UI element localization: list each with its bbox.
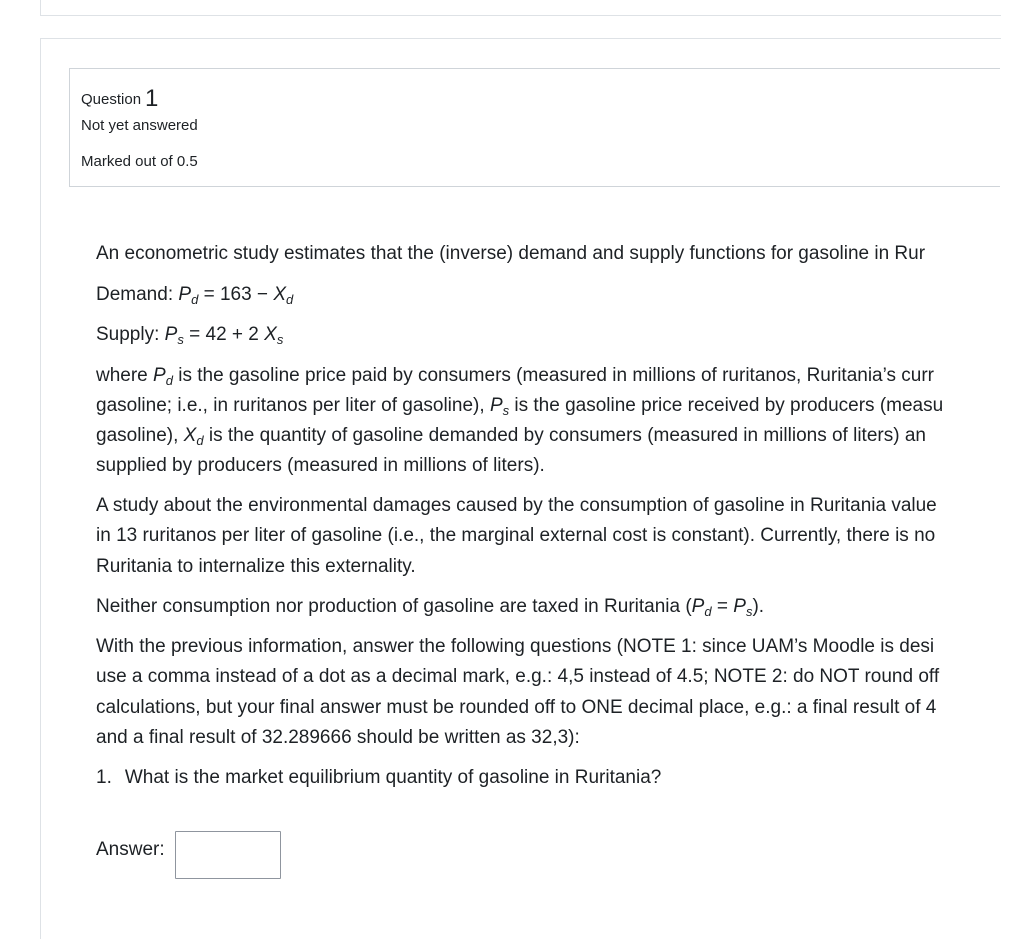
instructions-line-4: and a final result of 32.289666 should be written as 32,3): — [96, 727, 580, 748]
answer-label: Answer: — [96, 839, 165, 860]
supply-equation: Supply: $P_s = 42 + 2$ $X_s$ — [96, 324, 284, 347]
question-grade: Marked out of 0.5 — [81, 153, 198, 170]
where-paragraph-line-4: supplied by producers (measured in millions of liters). — [96, 455, 545, 476]
sub-question-text: What is the market equilibrium quantity of gasoline in Ruritania? — [124, 767, 662, 788]
question-label: Question — [81, 91, 142, 108]
tax-paragraph: Neither consumption nor production of gasoline are taxed in Ruritania $(P_d = P_s)$. — [96, 596, 765, 619]
where-paragraph-line-2: gasoline; i.e., in ruritanos per liter of gasoline), $P_s$ is the gasoline price received by producers (measu — [96, 395, 944, 418]
instructions-line-3: calculations, but your final answer must be rounded off to ONE decimal place, e.g.: a final result of 4 — [96, 697, 937, 718]
instructions-line-1: With the previous information, answer the following questions (NOTE 1: since UAM’s Moodle is desi — [96, 636, 935, 657]
intro-paragraph: An econometric study estimates that the (inverse) demand and supply functions for gasoline in Rur — [96, 243, 926, 264]
environment-paragraph-line-1: A study about the environmental damages caused by the consumption of gasoline in Ruritania value — [96, 495, 937, 516]
question-text — [96, 0, 984, 800]
instructions-line-2: use a comma instead of a dot as a decimal mark, e.g.: 4,5 instead of 4.5; NOTE 2: do NOT round off — [96, 666, 940, 687]
sub-question-1 — [96, 763, 661, 793]
answer-input[interactable] — [175, 831, 281, 879]
question-state: Not yet answered — [81, 117, 198, 134]
environment-paragraph-line-2: in 13 ruritanos per liter of gasoline (i.e., the marginal external cost is constant). Currently, there is no — [96, 525, 936, 546]
question-number: 1 — [145, 85, 159, 112]
demand-equation: Demand: $P_d = 163 - X_d$ — [96, 284, 294, 307]
sub-question-number: 1. — [96, 767, 112, 788]
environment-paragraph-line-3: Ruritania to internalize this externality. — [96, 556, 416, 577]
where-paragraph-line-3: gasoline), $X_d$ is the quantity of gasoline demanded by consumers (measured in millions of liters) an — [96, 425, 926, 448]
where-paragraph-line-1: where $P_d$ is the gasoline price paid by consumers (measured in millions of ruritanos, Ruritania’s curr — [96, 365, 934, 388]
